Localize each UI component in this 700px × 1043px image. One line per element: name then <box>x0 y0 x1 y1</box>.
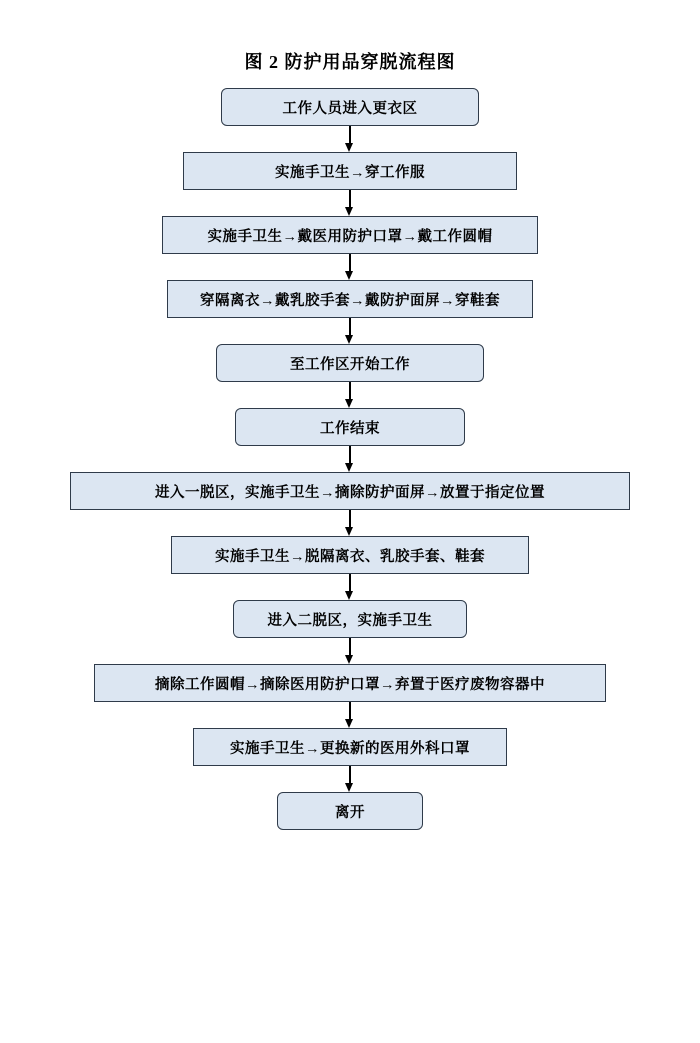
flow-arrow-4 <box>343 318 357 344</box>
flow-node-label: 工作人员进入更衣区 <box>282 100 418 117</box>
flow-node-12 <box>277 792 423 830</box>
flow-node-label: 穿隔离衣→戴乳胶手套→戴防护面屏→穿鞋套 <box>200 292 500 309</box>
flow-node-2 <box>183 152 517 190</box>
flow-arrow-6 <box>343 446 357 472</box>
flow-node-label: 进入二脱区，实施手卫生 <box>267 612 433 629</box>
flow-arrow-7 <box>343 510 357 536</box>
flow-node-label: 工作结束 <box>320 420 380 437</box>
flow-node-label: 摘除工作圆帽→摘除医用防护口罩→弃置于医疗废物容器中 <box>155 676 545 693</box>
page-title: 图 2 防护用品穿脱流程图 <box>244 52 456 72</box>
flow-arrow-9 <box>343 638 357 664</box>
flow-node-label: 实施手卫生→更换新的医用外科口罩 <box>230 740 470 757</box>
flow-arrow-5 <box>343 382 357 408</box>
flow-node-label: 进入一脱区，实施手卫生→摘除防护面屏→放置于指定位置 <box>155 484 545 501</box>
flow-node-4 <box>167 280 533 318</box>
flow-node-label: 实施手卫生→戴医用防护口罩→戴工作圆帽 <box>207 228 493 245</box>
flow-arrow-8 <box>343 574 357 600</box>
flow-arrow-10 <box>343 702 357 728</box>
flow-node-10 <box>94 664 606 702</box>
flow-node-9 <box>233 600 467 638</box>
flow-arrow-3 <box>343 254 357 280</box>
flow-node-11 <box>193 728 507 766</box>
flowchart-page <box>0 48 700 1043</box>
flow-node-6 <box>235 408 465 446</box>
flow-node-label: 实施手卫生→脱隔离衣、乳胶手套、鞋套 <box>215 548 485 565</box>
flow-node-label: 离开 <box>335 804 365 821</box>
flow-arrow-1 <box>343 126 357 152</box>
flow-arrow-11 <box>343 766 357 792</box>
flow-node-label: 至工作区开始工作 <box>290 356 410 373</box>
flow-node-1 <box>221 88 479 126</box>
flow-node-3 <box>162 216 538 254</box>
flowchart-container <box>0 88 700 830</box>
flow-node-7 <box>70 472 630 510</box>
flow-node-5 <box>216 344 484 382</box>
flow-arrow-2 <box>343 190 357 216</box>
flow-node-label: 实施手卫生→穿工作服 <box>275 164 425 181</box>
flow-node-8 <box>171 536 529 574</box>
